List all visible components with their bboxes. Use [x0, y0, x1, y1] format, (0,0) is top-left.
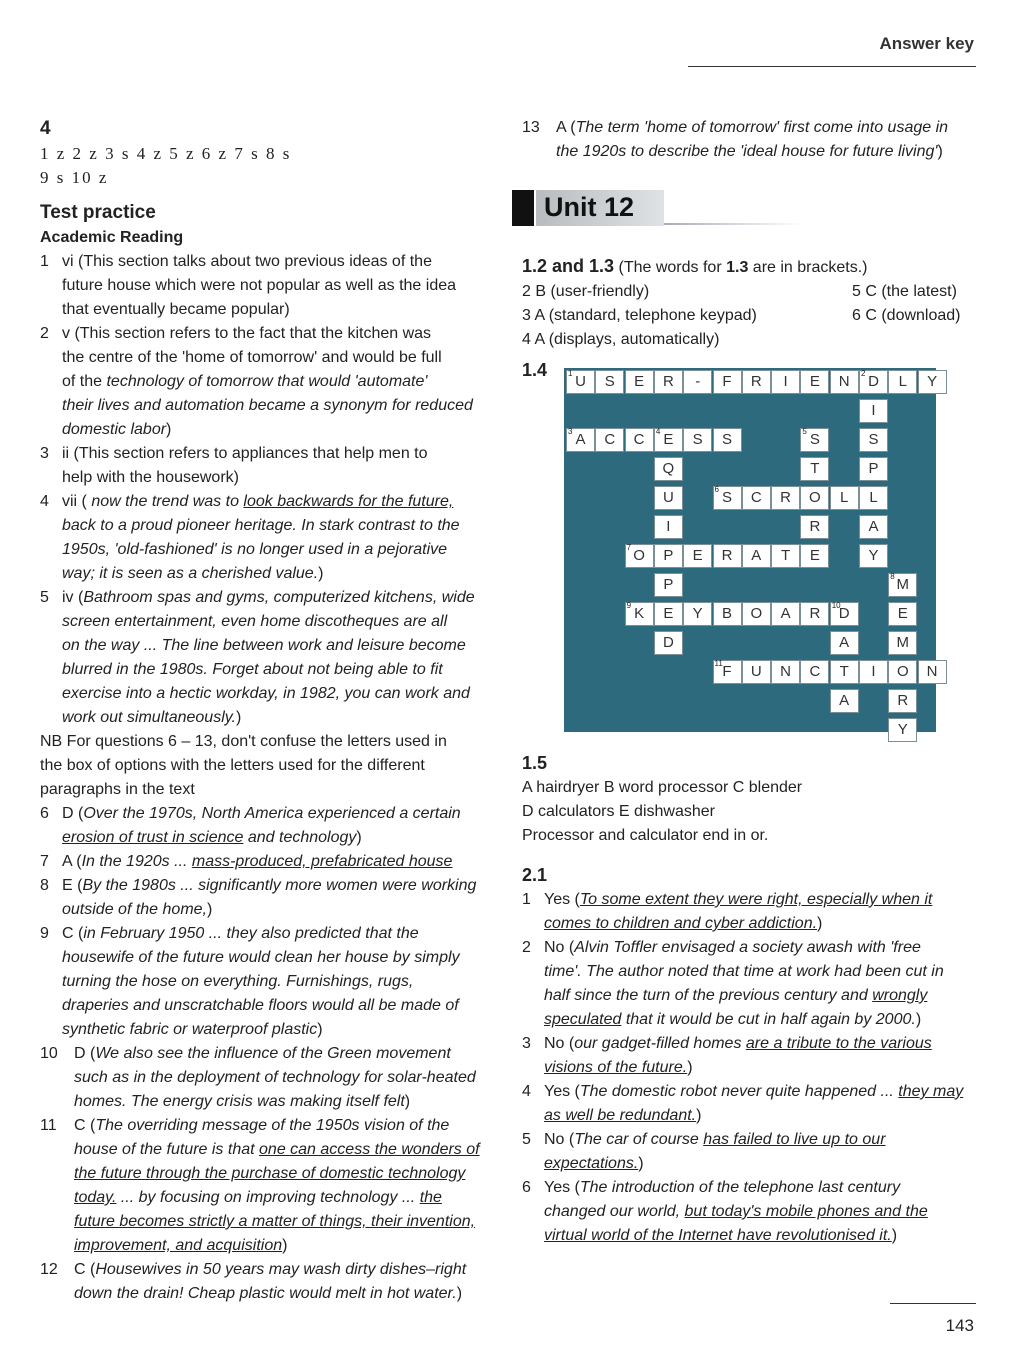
answer-item-8: 8 E (By the 1980s ... significantly more women were working outside of the home,): [40, 877, 477, 918]
crossword-clue-number: 3: [568, 427, 573, 436]
section-1-5-line: Processor and calculator end in or.: [522, 827, 769, 844]
crossword-clue-number: 5: [802, 427, 807, 436]
crossword-cell: [830, 602, 859, 626]
crossword-letter: P: [663, 576, 674, 593]
crossword-cell: [859, 399, 888, 423]
crossword-cell: [654, 544, 683, 568]
nb-note: NB For questions 6 – 13, don't confuse the letters used in the box of options with the letters used for the different paragraphs in the text: [40, 733, 447, 798]
crossword-cell: [654, 457, 683, 481]
crossword-letter: C: [633, 431, 645, 448]
crossword-letter: B: [721, 605, 732, 622]
crossword-letter: I: [666, 518, 671, 535]
answer-item-10: 10 D (We also see the influence of the Green movement such as in the deployment of technology for solar-heated homes. The energy crisis was making itself felt): [40, 1045, 476, 1110]
crossword-cell: [859, 457, 888, 481]
crossword-cell: [800, 428, 829, 452]
crossword-cell: [683, 428, 712, 452]
crossword-cell: [625, 428, 654, 452]
running-head: Answer key: [879, 34, 974, 53]
crossword-cell: [830, 631, 859, 655]
crossword-letter: -: [695, 373, 701, 390]
crossword-letter: N: [838, 373, 850, 390]
crossword-letter: E: [692, 547, 703, 564]
answer-item-9: 9 C (in February 1950 ... they also predicted that the housewife of the future would clean her house by simply turning the hose on everything. Furnishings, rugs, draperies and unscratchable floors would all be made of synthetic fabric or waterproof plastic): [40, 925, 460, 1038]
crossword-letter: Y: [692, 605, 703, 622]
crossword-letter: E: [809, 373, 820, 390]
crossword-letter: L: [898, 373, 907, 390]
answer-2-1-item-1: 1 Yes (To some extent they were right, especially when it comes to children and cyber addiction.): [522, 891, 933, 932]
crossword-letter: E: [634, 373, 645, 390]
crossword-letter: C: [809, 663, 821, 680]
crossword-cell: [888, 602, 917, 626]
crossword-cell: [683, 370, 712, 394]
crossword-cell: [859, 370, 888, 394]
answer-item-3: 3 ii (This section refers to appliances that help men to help with the housework): [40, 445, 428, 486]
crossword-cell: [713, 428, 742, 452]
answer-item-4: 4 vii ( now the trend was to look backwards for the future, back to a proud pioneer heritage. In stark contrast to the 1950s, 'old-fashioned' is no longer used in a pejorative way; it is seen as a cherished value.): [40, 493, 460, 582]
unit-banner-rule: [664, 223, 804, 225]
crossword-letter: A: [839, 634, 850, 651]
crossword-clue-number: 4: [655, 427, 661, 436]
answer-2-1-item-6: 6 Yes (The introduction of the telephone last century changed our world, but today's mobile phones and the virtual world of the Internet have revolutionised it.): [522, 1179, 928, 1244]
crossword-cell: [654, 428, 683, 452]
crossword-cell: [742, 544, 771, 568]
crossword-grid: [564, 368, 938, 738]
crossword-letter: E: [809, 547, 820, 564]
crossword-letter: M: [896, 576, 910, 593]
crossword-letter: P: [868, 460, 879, 477]
crossword-cell: [888, 631, 917, 655]
crossword-letter: S: [868, 431, 879, 448]
crossword-cell: [625, 544, 654, 568]
right-column: [522, 116, 982, 1248]
crossword-letter: N: [780, 663, 792, 680]
crossword-cell: [771, 486, 800, 510]
unit-banner-block: [512, 190, 534, 226]
crossword-letter: R: [809, 518, 821, 535]
answer-item-1: 1 vi (This section talks about two previous ideas of the future house which were not popular as well as the idea that eventually became popular): [40, 253, 457, 318]
crossword-cell: [859, 515, 888, 539]
crossword-letter: I: [871, 663, 876, 680]
crossword-cell: [683, 602, 712, 626]
crossword-cell: [713, 660, 742, 684]
crossword-clue-number: 2: [861, 369, 866, 378]
crossword-cell: [859, 486, 888, 510]
crossword-cell: [859, 544, 888, 568]
answer-item-11: 11 C (The overriding message of the 1950s vision of the house of the future is that one can access the wonders of the future through the purchase of domestic technology today. ... by focusing on improving technology ... the future becomes strictly a matter of things, their invention, improvement, and acquisition): [40, 1117, 480, 1254]
question-4-answers-line2: 9 s 10 z: [40, 168, 109, 187]
crossword-cell: [742, 660, 771, 684]
crossword-cell: [888, 573, 917, 597]
section-1-2-heading: 1.2 and 1.3 (The words for 1.3 are in brackets.): [522, 256, 868, 276]
crossword-letter: F: [722, 663, 732, 680]
question-4-answers-line1: 1 z 2 z 3 s 4 z 5 z 6 z 7 s 8 s: [40, 144, 292, 163]
crossword-letter: M: [896, 634, 910, 651]
crossword-letter: D: [838, 605, 850, 622]
crossword-cell: [800, 486, 829, 510]
crossword-cell: [654, 631, 683, 655]
crossword-label: 1.4: [522, 360, 548, 380]
crossword-letter: S: [692, 431, 703, 448]
crossword-letter: L: [840, 489, 849, 506]
crossword-letter: T: [781, 547, 791, 564]
crossword-cell: [625, 370, 654, 394]
crossword-letter: T: [839, 663, 849, 680]
left-column: [40, 116, 500, 1306]
crossword-cell: [654, 602, 683, 626]
crossword-letter: E: [897, 605, 908, 622]
crossword-cell: [654, 573, 683, 597]
answer-item-6: 6 D (Over the 1970s, North America experienced a certain erosion of trust in science and technology): [40, 805, 461, 846]
crossword-cell: [800, 602, 829, 626]
crossword-cell: [888, 718, 917, 742]
crossword-letter: D: [868, 373, 879, 390]
crossword-cell: [800, 544, 829, 568]
crossword-letter: A: [780, 605, 791, 622]
crossword-cell: [830, 660, 859, 684]
crossword-clue-number: 7: [626, 543, 632, 552]
crossword-cell: [742, 370, 771, 394]
crossword-letter: I: [871, 402, 876, 419]
crossword-cell: [654, 515, 683, 539]
crossword-cell: [830, 689, 859, 713]
crossword-letter: A: [751, 547, 762, 564]
answer-item-5: 5 iv (Bathroom spas and gyms, computerized kitchens, wide screen entertainment, even home discotheques are all on the way ... The line between work and leisure become blurred in the 1980s. Forget about not being able to fit exercise into a hectic workday, in 1982, you can work and work out simultaneously.): [40, 589, 475, 726]
crossword-letter: S: [721, 489, 732, 506]
crossword-letter: R: [750, 373, 762, 390]
crossword-cell: [859, 428, 888, 452]
crossword-cell: [771, 660, 800, 684]
section-1-5-line: D calculators E dishwasher: [522, 803, 715, 820]
section-1-2-row: 4 A (displays, automatically): [522, 331, 720, 348]
crossword-cell: [742, 486, 771, 510]
crossword-letter: C: [750, 489, 762, 506]
crossword-cell: [888, 370, 917, 394]
crossword-cell: [830, 486, 859, 510]
crossword-letter: U: [575, 373, 586, 390]
crossword-cell: [918, 370, 947, 394]
section-1-5-heading: 1.5: [522, 753, 548, 773]
crossword-cell: [595, 428, 624, 452]
crossword-clue-number: 9: [626, 601, 632, 610]
answer-2-1-item-5: 5 No (The car of course has failed to live up to our expectations.): [522, 1131, 886, 1172]
section-1-2-row: 3 A (standard, telephone keypad) 6 C (download): [522, 307, 961, 324]
answer-2-1-item-2: 2 No (Alvin Toffler envisaged a society awash with 'free time'. The author noted that time at work had been cut in half since the turn of the previous century and wrongly speculated that it would be cut in half again by 2000.): [522, 939, 944, 1028]
crossword-cell: [713, 602, 742, 626]
crossword-cell: [771, 370, 800, 394]
crossword-letter: Y: [868, 547, 879, 564]
crossword-letter: R: [897, 692, 909, 709]
crossword-cell: [683, 544, 712, 568]
section-1-5-line: A hairdryer B word processor C blender: [522, 779, 803, 796]
crossword-cell: [595, 370, 624, 394]
crossword-letter: S: [809, 431, 820, 448]
unit-title: Unit 12: [544, 192, 635, 222]
crossword-letter: A: [575, 431, 586, 448]
crossword-section: [522, 360, 982, 738]
crossword-letter: N: [926, 663, 938, 680]
crossword-cell: [800, 515, 829, 539]
crossword-letter: A: [839, 692, 850, 709]
answer-item-7: 7 A (In the 1920s ... mass-produced, prefabricated house: [40, 853, 453, 870]
section-1-2-row: 2 B (user-friendly) 5 C (the latest): [522, 283, 957, 300]
crossword-cell: [566, 428, 595, 452]
answer-item-13: 13 A (The term 'home of tomorrow' first come into usage in the 1920s to describe the 'ideal house for future living'): [522, 119, 949, 160]
page-number: 143: [945, 1316, 974, 1335]
crossword-cell: [800, 457, 829, 481]
answer-item-2: 2 v (This section refers to the fact that the kitchen was the centre of the 'home of tomorrow' and would be full of the technology of tomorrow that would 'automate' their lives and automation became a synonym for reduced domestic labor): [40, 325, 473, 438]
crossword-clue-number: 11: [714, 659, 723, 668]
answer-2-1-item-4: 4 Yes (The domestic robot never quite happened ... they may as well be redundant.): [522, 1083, 964, 1124]
crossword-cell: [625, 602, 654, 626]
crossword-cell: [800, 370, 829, 394]
crossword-letter: I: [783, 373, 788, 390]
crossword-letter: O: [809, 489, 821, 506]
crossword-letter: T: [810, 460, 820, 477]
crossword-letter: O: [896, 663, 909, 680]
crossword-cell: [888, 689, 917, 713]
crossword-clue-number: 6: [714, 485, 719, 494]
crossword-letter: R: [662, 373, 674, 390]
crossword-letter: L: [869, 489, 878, 506]
unit-banner: [512, 190, 982, 226]
crossword-letter: O: [633, 547, 645, 564]
crossword-cell: [566, 370, 595, 394]
crossword-letter: F: [722, 373, 732, 390]
crossword-letter: E: [663, 431, 674, 448]
crossword-cell: [771, 544, 800, 568]
crossword-letter: S: [721, 431, 732, 448]
test-practice-heading: Test practice: [40, 202, 156, 223]
crossword-letter: R: [721, 547, 733, 564]
crossword-cell: [771, 602, 800, 626]
answer-2-1-item-3: 3 No (our gadget-filled homes are a tribute to the various visions of the future.): [522, 1035, 932, 1076]
crossword-letter: E: [663, 605, 674, 622]
crossword-cell: [830, 370, 859, 394]
crossword-clue-number: 1: [568, 369, 573, 378]
crossword-letter: Q: [662, 460, 675, 477]
answer-item-12: 12 C (Housewives in 50 years may wash dirty dishes–right down the drain! Cheap plastic would melt in hot water.): [40, 1261, 467, 1302]
footer-rule: [890, 1303, 976, 1304]
question-4-number: 4: [40, 118, 51, 139]
crossword-letter: P: [663, 547, 674, 564]
crossword-letter: Y: [927, 373, 938, 390]
crossword-clue-number: 10: [831, 601, 841, 610]
crossword-cell: [859, 660, 888, 684]
crossword-letter: K: [634, 605, 645, 622]
crossword-letter: U: [662, 489, 674, 506]
crossword-letter: D: [662, 634, 674, 651]
crossword-cell: [888, 660, 917, 684]
crossword-cell: [713, 370, 742, 394]
crossword-letter: S: [604, 373, 615, 390]
header-rule: [688, 66, 976, 67]
crossword-letter: A: [868, 518, 879, 535]
crossword-cell: [654, 486, 683, 510]
crossword-cell: [713, 486, 742, 510]
crossword-letter: U: [750, 663, 762, 680]
section-2-1-heading: 2.1: [522, 865, 548, 885]
crossword-letter: C: [604, 431, 616, 448]
crossword-letter: O: [750, 605, 763, 622]
crossword-cell: [713, 544, 742, 568]
crossword-clue-number: 8: [890, 572, 895, 581]
crossword-cell: [800, 660, 829, 684]
crossword-cell: [742, 602, 771, 626]
academic-reading-heading: Academic Reading: [40, 229, 184, 246]
crossword-letter: R: [809, 605, 821, 622]
crossword-cell: [654, 370, 683, 394]
crossword-letter: R: [780, 489, 792, 506]
crossword-cell: [918, 660, 947, 684]
crossword-letter: Y: [897, 721, 908, 738]
